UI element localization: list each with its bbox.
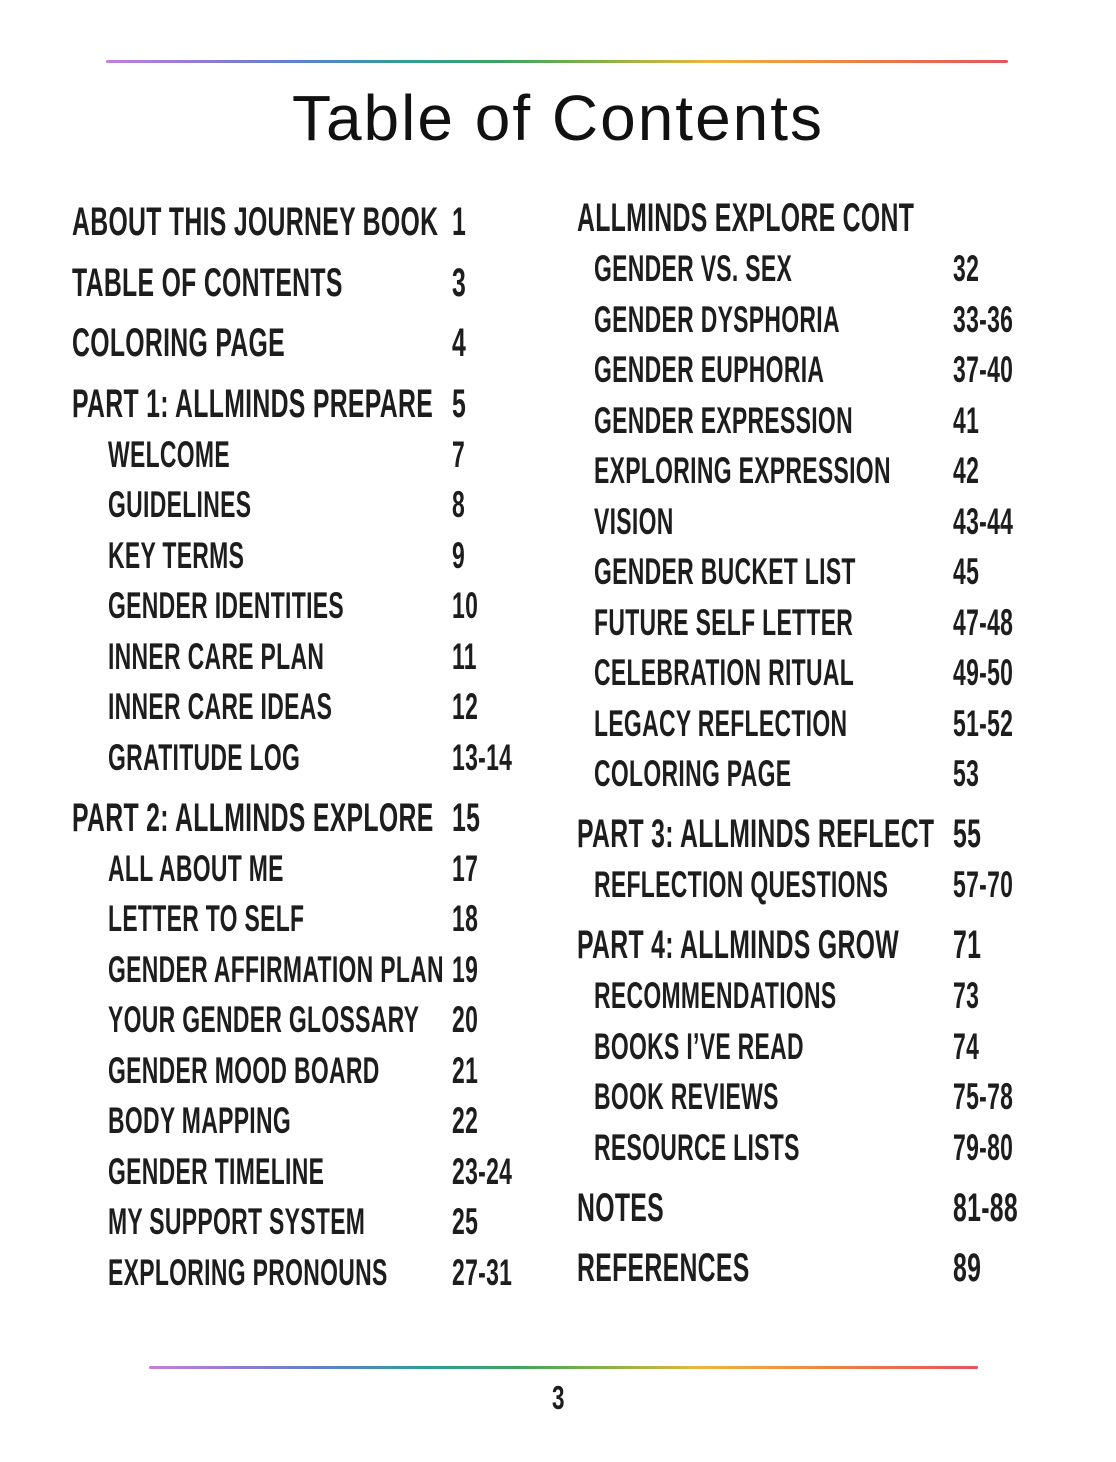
toc-entry [72, 843, 554, 894]
toc-entry-label: EXPLORING PRONOUNS [108, 1251, 388, 1293]
toc-entry [577, 1122, 1059, 1173]
toc-entry-label: BOOKS I’VE READ [594, 1025, 804, 1067]
toc-entry-page-number: 55 [953, 812, 982, 857]
toc-entry [72, 732, 554, 783]
toc-entry-label: INNER CARE IDEAS [108, 686, 333, 728]
toc-entry [72, 480, 554, 531]
toc-entry-page-number: 17 [452, 847, 479, 889]
toc-entry [577, 446, 1059, 497]
toc-entry-page-number: 1 [452, 200, 467, 245]
toc-entry-label: PART 3: ALLMINDS REFLECT [577, 812, 935, 857]
toc-entry [577, 547, 1059, 598]
toc-right-column [577, 193, 1059, 1294]
toc-left-column [72, 197, 554, 1298]
toc-entry [577, 1021, 1059, 1072]
page-title: Table of Contents [291, 82, 825, 154]
toc-section-entry [72, 379, 554, 430]
toc-entry-label: BOOK REVIEWS [594, 1076, 779, 1118]
toc-entry-label: PART 2: ALLMINDS EXPLORE [72, 795, 434, 840]
toc-entry-label: GENDER TIMELINE [108, 1150, 325, 1192]
toc-section-entry [72, 197, 554, 248]
top-rainbow-divider [106, 60, 1008, 63]
toc-section-entry [577, 920, 1059, 971]
toc-entry-page-number: 5 [452, 381, 467, 426]
toc-entry-label: ALLMINDS EXPLORE CONT [577, 196, 915, 241]
toc-entry-label: KEY TERMS [108, 534, 245, 576]
toc-entry-label: LEGACY REFLECTION [594, 702, 848, 744]
toc-entry-label: PART 1: ALLMINDS PREPARE [72, 381, 434, 426]
toc-entry-page-number: 47-48 [953, 601, 1014, 643]
toc-entry-label: NOTES [577, 1185, 664, 1230]
toc-entry-page-number: 43-44 [953, 500, 1014, 542]
toc-entry-page-number: 57-70 [953, 864, 1014, 906]
toc-section-entry [72, 793, 554, 844]
toc-entry-label: LETTER TO SELF [108, 898, 305, 940]
toc-entry [72, 1247, 554, 1298]
toc-entry-page-number: 21 [452, 1049, 479, 1091]
footer-page-number-text: 3 [551, 1379, 565, 1416]
toc-entry-page-number: 25 [452, 1201, 479, 1243]
toc-entry [577, 597, 1059, 648]
toc-entry [577, 395, 1059, 446]
toc-entry-label: GENDER DYSPHORIA [594, 298, 840, 340]
toc-entry [577, 648, 1059, 699]
toc-entry [72, 1146, 554, 1197]
toc-entry-label: RECOMMENDATIONS [594, 975, 837, 1017]
toc-entry-label: GENDER AFFIRMATION PLAN [108, 948, 444, 990]
toc-entry [577, 971, 1059, 1022]
toc-entry-page-number: 79-80 [953, 1126, 1014, 1168]
toc-entry-page-number: 81-88 [953, 1185, 1018, 1230]
toc-entry [72, 1096, 554, 1147]
toc-entry-page-number: 10 [452, 585, 479, 627]
toc-entry-page-number: 74 [953, 1025, 980, 1067]
toc-section-entry [577, 193, 1059, 244]
toc-entry-label: BODY MAPPING [108, 1100, 292, 1142]
toc-entry-label: TABLE OF CONTENTS [72, 260, 343, 305]
toc-entry [72, 581, 554, 632]
toc-entry [577, 749, 1059, 800]
footer-page-number [0, 1381, 1116, 1414]
toc-entry-page-number: 51-52 [953, 702, 1014, 744]
toc-entry-label: RESOURCE LISTS [594, 1126, 800, 1168]
toc-entry [72, 429, 554, 480]
toc-entry-label: GENDER BUCKET LIST [594, 551, 856, 593]
toc-entry-label: EXPLORING EXPRESSION [594, 450, 891, 492]
toc-entry-page-number: 37-40 [953, 349, 1014, 391]
toc-entry-page-number: 41 [953, 399, 980, 441]
toc-entry-label: ABOUT THIS JOURNEY BOOK [72, 200, 439, 245]
toc-entry-page-number: 20 [452, 999, 479, 1041]
toc-entry [72, 944, 554, 995]
toc-entry-page-number: 8 [452, 484, 466, 526]
toc-entry-page-number: 4 [452, 321, 467, 366]
toc-entry-page-number: 71 [953, 923, 982, 968]
toc-entry [577, 1072, 1059, 1123]
toc-entry-label: GENDER EXPRESSION [594, 399, 853, 441]
toc-entry [72, 530, 554, 581]
toc-section-entry [577, 809, 1059, 860]
toc-entry-page-number: 22 [452, 1100, 479, 1142]
toc-entry-page-number: 45 [953, 551, 980, 593]
toc-entry-label: GENDER MOOD BOARD [108, 1049, 380, 1091]
toc-entry [72, 894, 554, 945]
toc-entry-label: CELEBRATION RITUAL [594, 652, 855, 694]
toc-entry-label: GENDER EUPHORIA [594, 349, 825, 391]
toc-entry-page-number: 89 [953, 1246, 982, 1291]
toc-entry-page-number: 7 [452, 433, 466, 475]
toc-entry-label: FUTURE SELF LETTER [594, 601, 854, 643]
toc-entry-page-number: 49-50 [953, 652, 1014, 694]
toc-entry [577, 698, 1059, 749]
toc-section-entry [577, 1243, 1059, 1294]
toc-entry-label: ALL ABOUT ME [108, 847, 284, 889]
toc-entry-page-number: 19 [452, 948, 479, 990]
toc-section-entry [72, 258, 554, 309]
toc-entry-label: WELCOME [108, 433, 230, 475]
toc-section-entry [577, 1183, 1059, 1234]
toc-entry-page-number: 18 [452, 898, 479, 940]
toc-entry-label: REFERENCES [577, 1246, 750, 1291]
toc-entry [72, 1045, 554, 1096]
toc-entry-page-number: 42 [953, 450, 980, 492]
toc-entry-page-number: 73 [953, 975, 980, 1017]
toc-entry [577, 294, 1059, 345]
toc-entry-page-number: 13-14 [452, 736, 513, 778]
toc-entry-label: GRATITUDE LOG [108, 736, 301, 778]
toc-entry-page-number: 53 [953, 753, 980, 795]
toc-entry [72, 995, 554, 1046]
toc-entry-label: COLORING PAGE [594, 753, 792, 795]
toc-entry-label: GUIDELINES [108, 484, 252, 526]
toc-section-entry [72, 318, 554, 369]
toc-entry-label: PART 4: ALLMINDS GROW [577, 923, 900, 968]
toc-entry-label: COLORING PAGE [72, 321, 286, 366]
toc-entry [72, 1197, 554, 1248]
toc-entry-page-number: 15 [452, 795, 481, 840]
toc-entry-page-number: 23-24 [452, 1150, 513, 1192]
toc-entry-page-number: 11 [452, 635, 477, 677]
toc-entry [577, 496, 1059, 547]
toc-entry-page-number: 9 [452, 534, 466, 576]
toc-entry-page-number: 27-31 [452, 1251, 513, 1293]
toc-entry-label: MY SUPPORT SYSTEM [108, 1201, 366, 1243]
toc-entry-label: REFLECTION QUESTIONS [594, 864, 889, 906]
toc-entry-page-number: 75-78 [953, 1076, 1014, 1118]
toc-entry-label: YOUR GENDER GLOSSARY [108, 999, 420, 1041]
toc-entry-page-number: 12 [452, 686, 479, 728]
toc-entry-label: GENDER VS. SEX [594, 248, 793, 290]
toc-entry [577, 860, 1059, 911]
bottom-rainbow-divider [149, 1366, 978, 1369]
toc-entry-page-number: 3 [452, 260, 467, 305]
toc-entry-label: VISION [594, 500, 674, 542]
toc-entry-page-number: 32 [953, 248, 980, 290]
toc-entry [72, 631, 554, 682]
toc-entry [72, 682, 554, 733]
toc-entry [577, 244, 1059, 295]
toc-entry-label: GENDER IDENTITIES [108, 585, 344, 627]
toc-entry-label: INNER CARE PLAN [108, 635, 325, 677]
toc-entry [577, 345, 1059, 396]
toc-entry-page-number: 33-36 [953, 298, 1014, 340]
